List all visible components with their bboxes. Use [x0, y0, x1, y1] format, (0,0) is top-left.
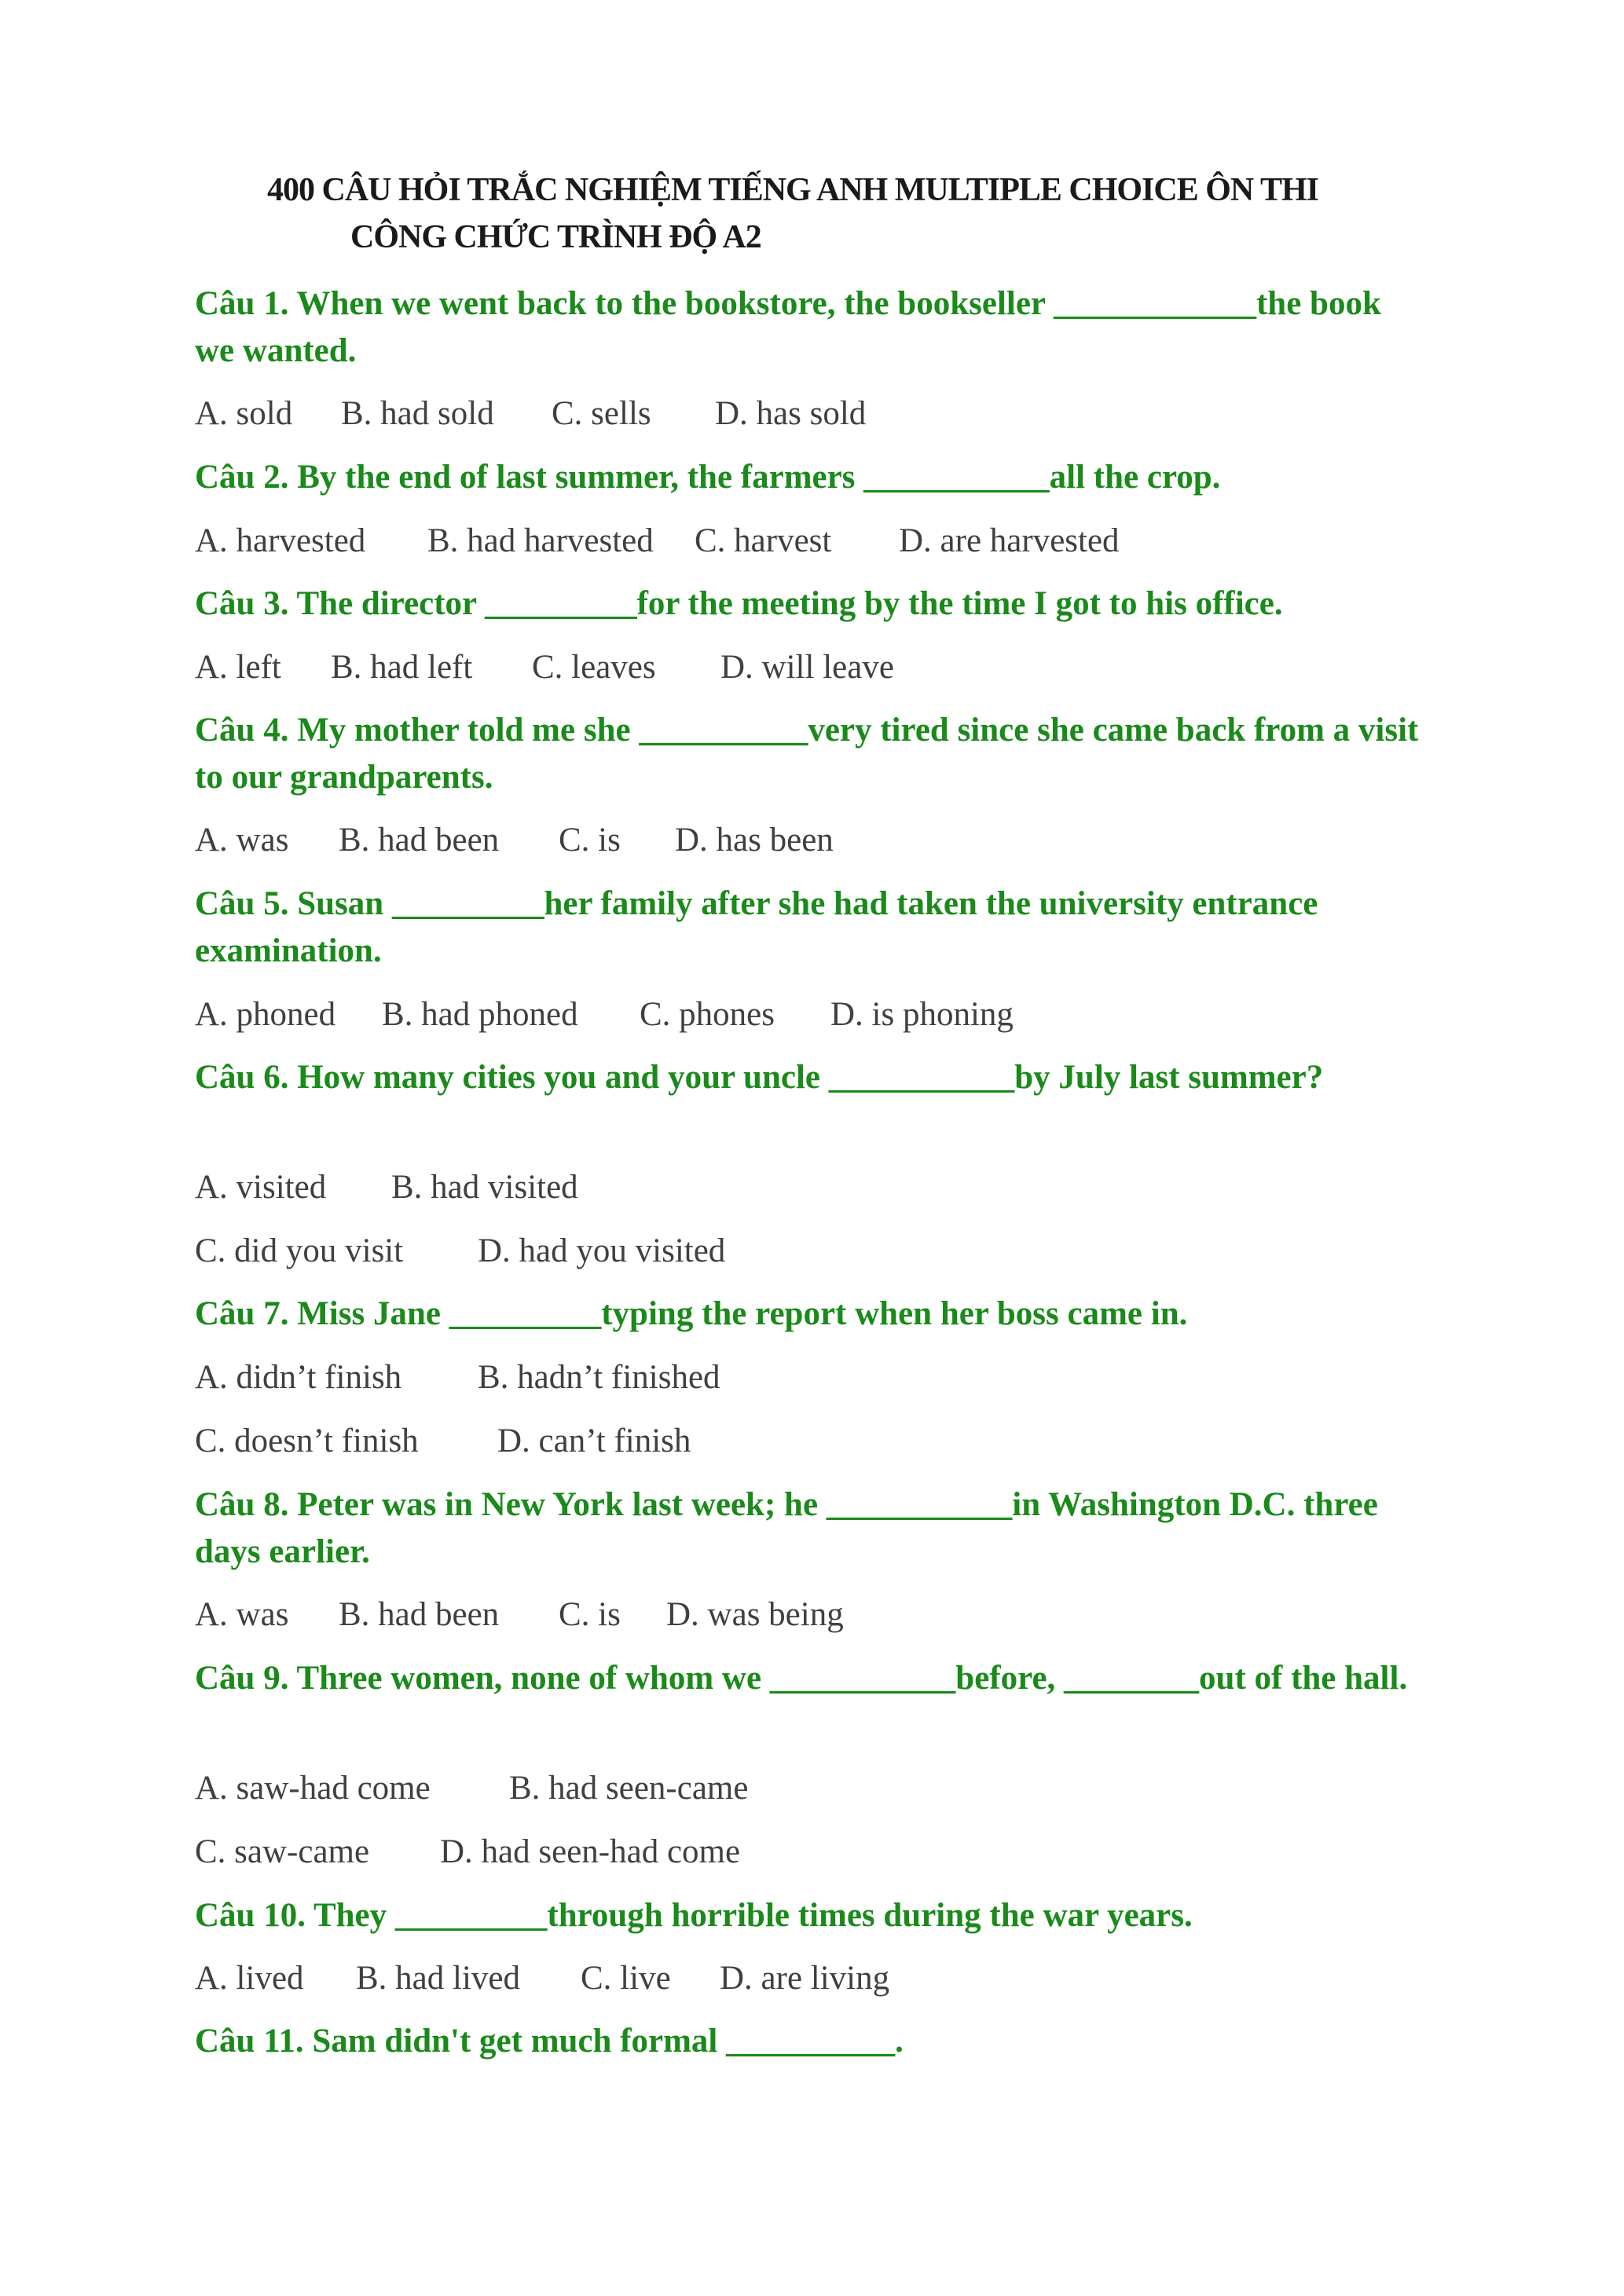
- question-1: Câu 1. When we went back to the bookstore, the bookseller ____________the book we wanted.: [195, 285, 1381, 369]
- option-d: D. had seen-had come: [440, 1833, 741, 1870]
- option-c: C. doesn’t finish: [195, 1423, 419, 1459]
- option-b: B. had harvested: [427, 522, 654, 559]
- option-a: A. was: [195, 822, 289, 859]
- option-b: B. had been: [339, 1596, 500, 1633]
- options-8: [195, 1591, 1421, 1639]
- option-d: D. was being: [666, 1596, 844, 1633]
- option-c: C. is: [559, 1596, 621, 1633]
- option-b: B. had left: [331, 649, 473, 686]
- question-label: Câu 2: [195, 459, 280, 496]
- option-b: B. had been: [339, 822, 500, 859]
- question-8: Câu 8. Peter was in New York last week; he ___________in Washington D.C. three days earlier.: [195, 1486, 1378, 1570]
- option-b: B. hadn’t finished: [478, 1359, 720, 1396]
- option-c: C. is: [559, 822, 621, 859]
- option-a: A. harvested: [195, 522, 366, 559]
- question-7: Câu 7. Miss Jane _________typing the report when her boss came in.: [195, 1295, 1188, 1332]
- question-text: The director _________for the meeting by the time I got to his office.: [296, 585, 1283, 622]
- question-label: Câu 1: [195, 285, 280, 322]
- option-b: B. had seen-came: [509, 1770, 749, 1807]
- question-text: Susan _________her family after she had taken the university entrance examination.: [195, 885, 1318, 969]
- option-d: D. will leave: [720, 649, 894, 686]
- question-label: Câu 8: [195, 1486, 280, 1523]
- option-c: C. leaves: [532, 649, 656, 686]
- question-5: Câu 5. Susan _________her family after she had taken the university entrance examination.: [195, 885, 1318, 969]
- question-label: Câu 9: [195, 1660, 280, 1697]
- option-d: D. are harvested: [899, 522, 1120, 559]
- question-2: Câu 2. By the end of last summer, the farmers ___________all the crop.: [195, 459, 1221, 496]
- question-text: Sam didn't get much formal __________.: [312, 2023, 904, 2060]
- question-label: Câu 5: [195, 885, 280, 922]
- question-4: Câu 4. My mother told me she __________very tired since she came back from a visit to our grandparents.: [195, 712, 1419, 796]
- option-d: D. is phoning: [830, 996, 1014, 1033]
- question-6: Câu 6. How many cities you and your uncle ___________by July last summer?: [195, 1059, 1324, 1096]
- option-d: D. had you visited: [478, 1232, 726, 1269]
- options-6-row-1: [195, 1164, 1421, 1211]
- options-10: [195, 1955, 1421, 2002]
- question-11: Câu 11. Sam didn't get much formal __________.: [195, 2023, 904, 2060]
- options-7-row-1: [195, 1354, 1421, 1401]
- question-label: Câu 3: [195, 585, 280, 622]
- title-line-1: 400 CÂU HỎI TRẮC NGHIỆM TIẾNG ANH MULTIPLE CHOICE ÔN THI: [267, 172, 1319, 208]
- option-d: D. are living: [720, 1960, 890, 1997]
- option-c: C. harvest: [695, 522, 832, 559]
- options-5: [195, 991, 1421, 1038]
- option-b: B. had sold: [341, 395, 494, 432]
- option-b: B. had phoned: [382, 996, 578, 1033]
- option-a: A. was: [195, 1596, 289, 1633]
- options-3: [195, 644, 1421, 691]
- question-3: Câu 3. The director _________for the meeting by the time I got to his office.: [195, 585, 1283, 622]
- question-text: By the end of last summer, the farmers ___________all the crop.: [297, 459, 1221, 496]
- question-label: Câu 4: [195, 712, 280, 749]
- options-7-row-2: [195, 1418, 1421, 1465]
- option-a: A. phoned: [195, 996, 336, 1033]
- question-text: Peter was in New York last week; he ___________in Washington D.C. three days earlier.: [195, 1486, 1378, 1570]
- question-text: They _________through horrible times during the war years.: [313, 1897, 1193, 1934]
- option-a: A. left: [195, 649, 281, 686]
- options-1: [195, 390, 1421, 438]
- question-label: Câu 6: [195, 1059, 280, 1096]
- option-a: A. sold: [195, 395, 293, 432]
- option-d: D. can’t finish: [497, 1423, 691, 1459]
- question-10: Câu 10. They _________through horrible times during the war years.: [195, 1897, 1193, 1934]
- options-6-row-2: [195, 1228, 1421, 1275]
- option-c: C. did you visit: [195, 1232, 404, 1269]
- options-9-row-1: [195, 1765, 1421, 1812]
- question-9: Câu 9. Three women, none of whom we ___________before, ________out of the hall.: [195, 1660, 1408, 1697]
- option-c: C. sells: [552, 395, 651, 432]
- option-b: B. had visited: [391, 1169, 578, 1206]
- option-d: D. has been: [675, 822, 834, 859]
- option-a: A. lived: [195, 1960, 304, 1997]
- question-label: Câu 7: [195, 1295, 280, 1332]
- option-a: A. didn’t finish: [195, 1359, 402, 1396]
- options-2: [195, 518, 1421, 565]
- question-label: Câu 10: [195, 1897, 298, 1934]
- option-d: D. has sold: [715, 395, 867, 432]
- option-c: C. live: [581, 1960, 671, 1997]
- option-b: B. had lived: [356, 1960, 520, 1997]
- option-c: C. phones: [640, 996, 775, 1033]
- question-text: My mother told me she __________very tired since she came back from a visit to our grandparents.: [195, 712, 1419, 796]
- options-4: [195, 817, 1421, 864]
- question-label: Câu 11: [195, 2023, 295, 2060]
- option-a: A. saw-had come: [195, 1770, 431, 1807]
- question-text: Miss Jane _________typing the report when her boss came in.: [297, 1295, 1188, 1332]
- options-9-row-2: [195, 1829, 1421, 1876]
- option-a: A. visited: [195, 1169, 327, 1206]
- question-text: How many cities you and your uncle ___________by July last summer?: [297, 1059, 1324, 1096]
- question-text: When we went back to the bookstore, the bookseller ____________the book we wanted.: [195, 285, 1381, 369]
- question-text: Three women, none of whom we ___________before, ________out of the hall.: [296, 1660, 1408, 1697]
- title-line-2: CÔNG CHỨC TRÌNH ĐỘ A2: [350, 219, 761, 255]
- option-c: C. saw-came: [195, 1833, 370, 1870]
- document-title: [267, 167, 1446, 261]
